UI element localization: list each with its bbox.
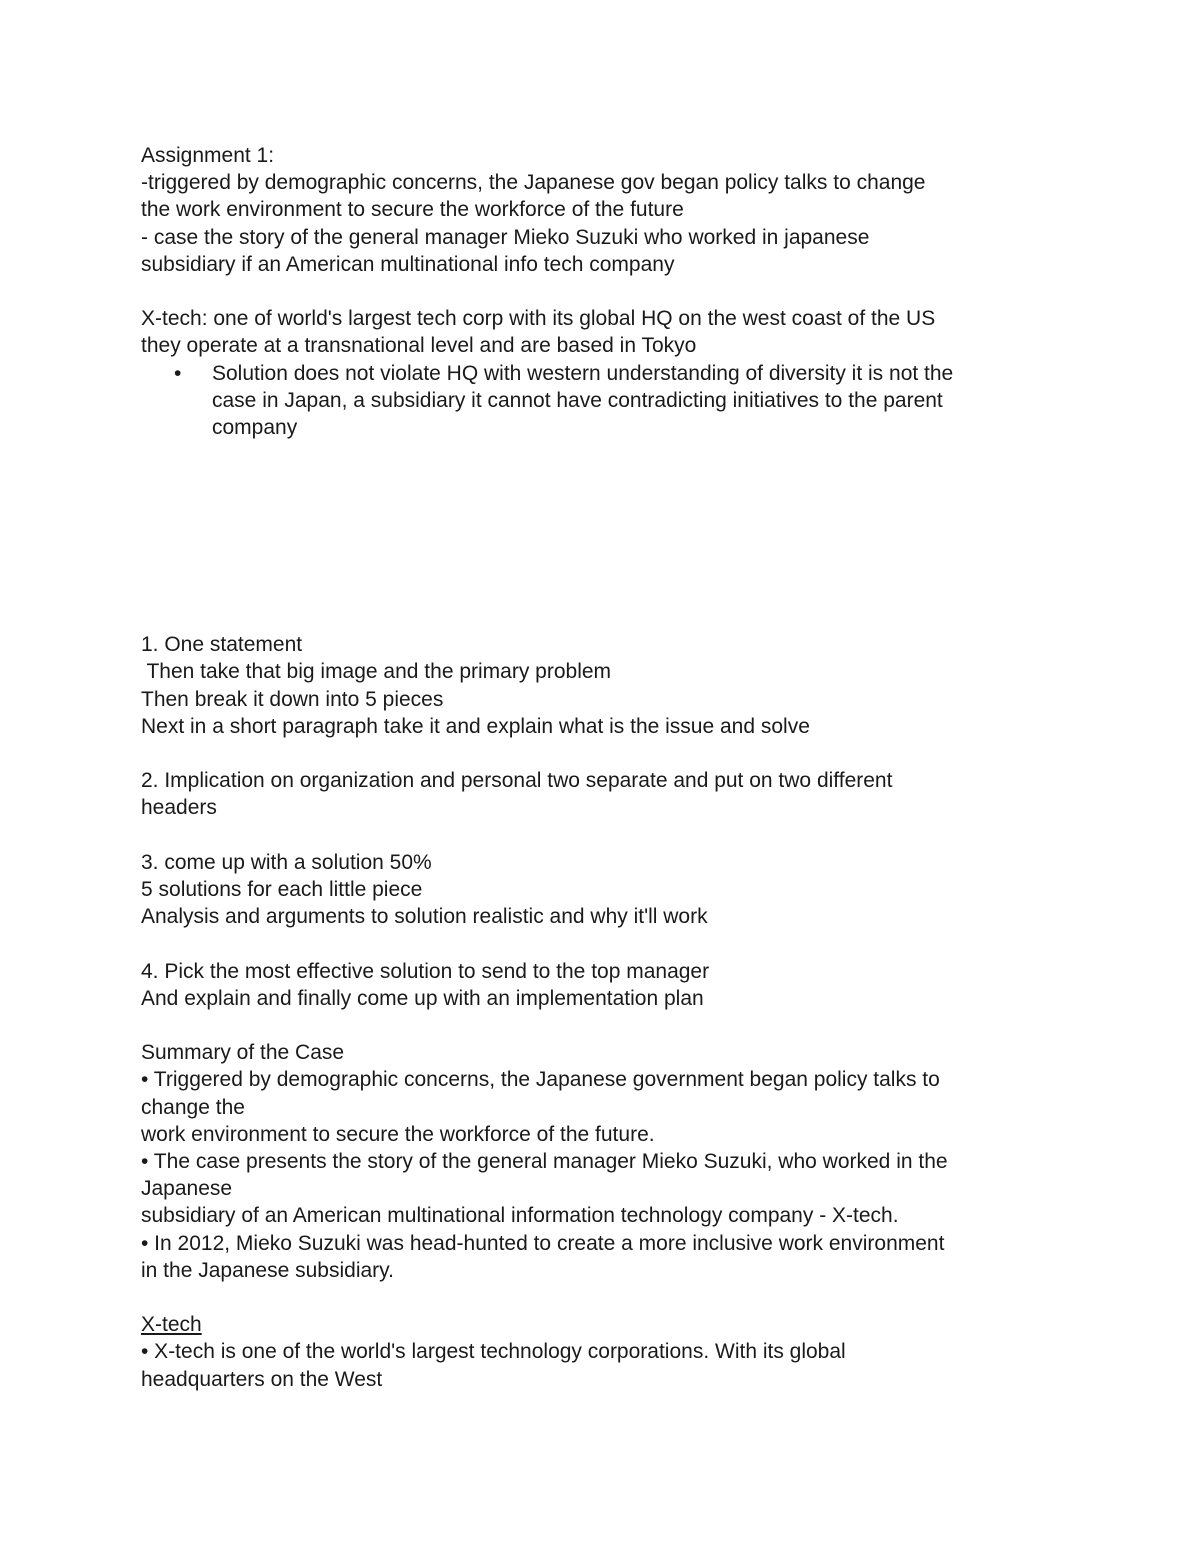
- text-line: they operate at a transnational level and are based in Tokyo: [141, 334, 697, 358]
- xtech-heading-text: X-tech: [141, 1313, 202, 1337]
- text-line: X-tech: one of world's largest tech corp with its global HQ on the west coast of the US: [141, 307, 936, 331]
- summary-line: subsidiary of an American multinational information technology company - X-tech.: [141, 1204, 899, 1228]
- summary-line: work environment to secure the workforce of the future.: [141, 1122, 655, 1146]
- task-line: 4. Pick the most effective solution to send to the top manager: [141, 959, 710, 983]
- assignment-heading: Assignment 1:: [141, 144, 275, 167]
- xtech-heading: [141, 1311, 1061, 1338]
- bullet-text-line: company: [212, 416, 298, 440]
- summary-line: in the Japanese subsidiary.: [141, 1258, 394, 1282]
- task-line: Analysis and arguments to solution realistic and why it'll work: [141, 905, 708, 929]
- summary-heading: Summary of the Case: [141, 1041, 345, 1065]
- task-line: 1. One statement: [141, 633, 303, 657]
- bullet-icon: •: [174, 361, 182, 385]
- spacer: [141, 1012, 1061, 1039]
- bullet-list-item: [141, 360, 1061, 442]
- summary-line: Japanese: [141, 1177, 233, 1201]
- summary-line: change the: [141, 1095, 245, 1119]
- text-line: subsidiary if an American multinational info tech company: [141, 252, 675, 276]
- text-line: - case the story of the general manager Mieko Suzuki who worked in japanese: [141, 225, 870, 249]
- xtech-line: • X-tech is one of the world's largest technology corporations. With its global: [141, 1340, 846, 1364]
- text-line: -triggered by demographic concerns, the Japanese gov began policy talks to change: [141, 171, 926, 195]
- summary-line: • The case presents the story of the general manager Mieko Suzuki, who worked in the: [141, 1150, 948, 1174]
- task-line: Then break it down into 5 pieces: [141, 687, 444, 711]
- task-line: Then take that big image and the primary problem: [141, 660, 612, 684]
- spacer: [141, 822, 1061, 849]
- task-line: 2. Implication on organization and personal two separate and put on two different: [141, 769, 893, 793]
- bullet-text-line: Solution does not violate HQ with western understanding of diversity it is not the: [212, 361, 954, 385]
- task-line: 3. come up with a solution 50%: [141, 850, 432, 874]
- spacer: [141, 930, 1061, 957]
- spacer: [141, 740, 1061, 767]
- task-line: headers: [141, 796, 217, 820]
- summary-line: • In 2012, Mieko Suzuki was head-hunted to create a more inclusive work environment: [141, 1231, 945, 1255]
- task-line: And explain and finally come up with an implementation plan: [141, 986, 704, 1010]
- text-line: the work environment to secure the workforce of the future: [141, 198, 684, 222]
- task-line: Next in a short paragraph take it and explain what is the issue and solve: [141, 714, 810, 738]
- document-body: [141, 142, 1061, 1393]
- bullet-text-line: case in Japan, a subsidiary it cannot have contradicting initiatives to the parent: [212, 388, 943, 412]
- spacer: [141, 1284, 1061, 1311]
- spacer: [141, 278, 1061, 305]
- summary-line: • Triggered by demographic concerns, the Japanese government began policy talks to: [141, 1068, 940, 1092]
- spacer: [141, 441, 1061, 631]
- task-line: 5 solutions for each little piece: [141, 878, 423, 902]
- xtech-line: headquarters on the West: [141, 1367, 383, 1391]
